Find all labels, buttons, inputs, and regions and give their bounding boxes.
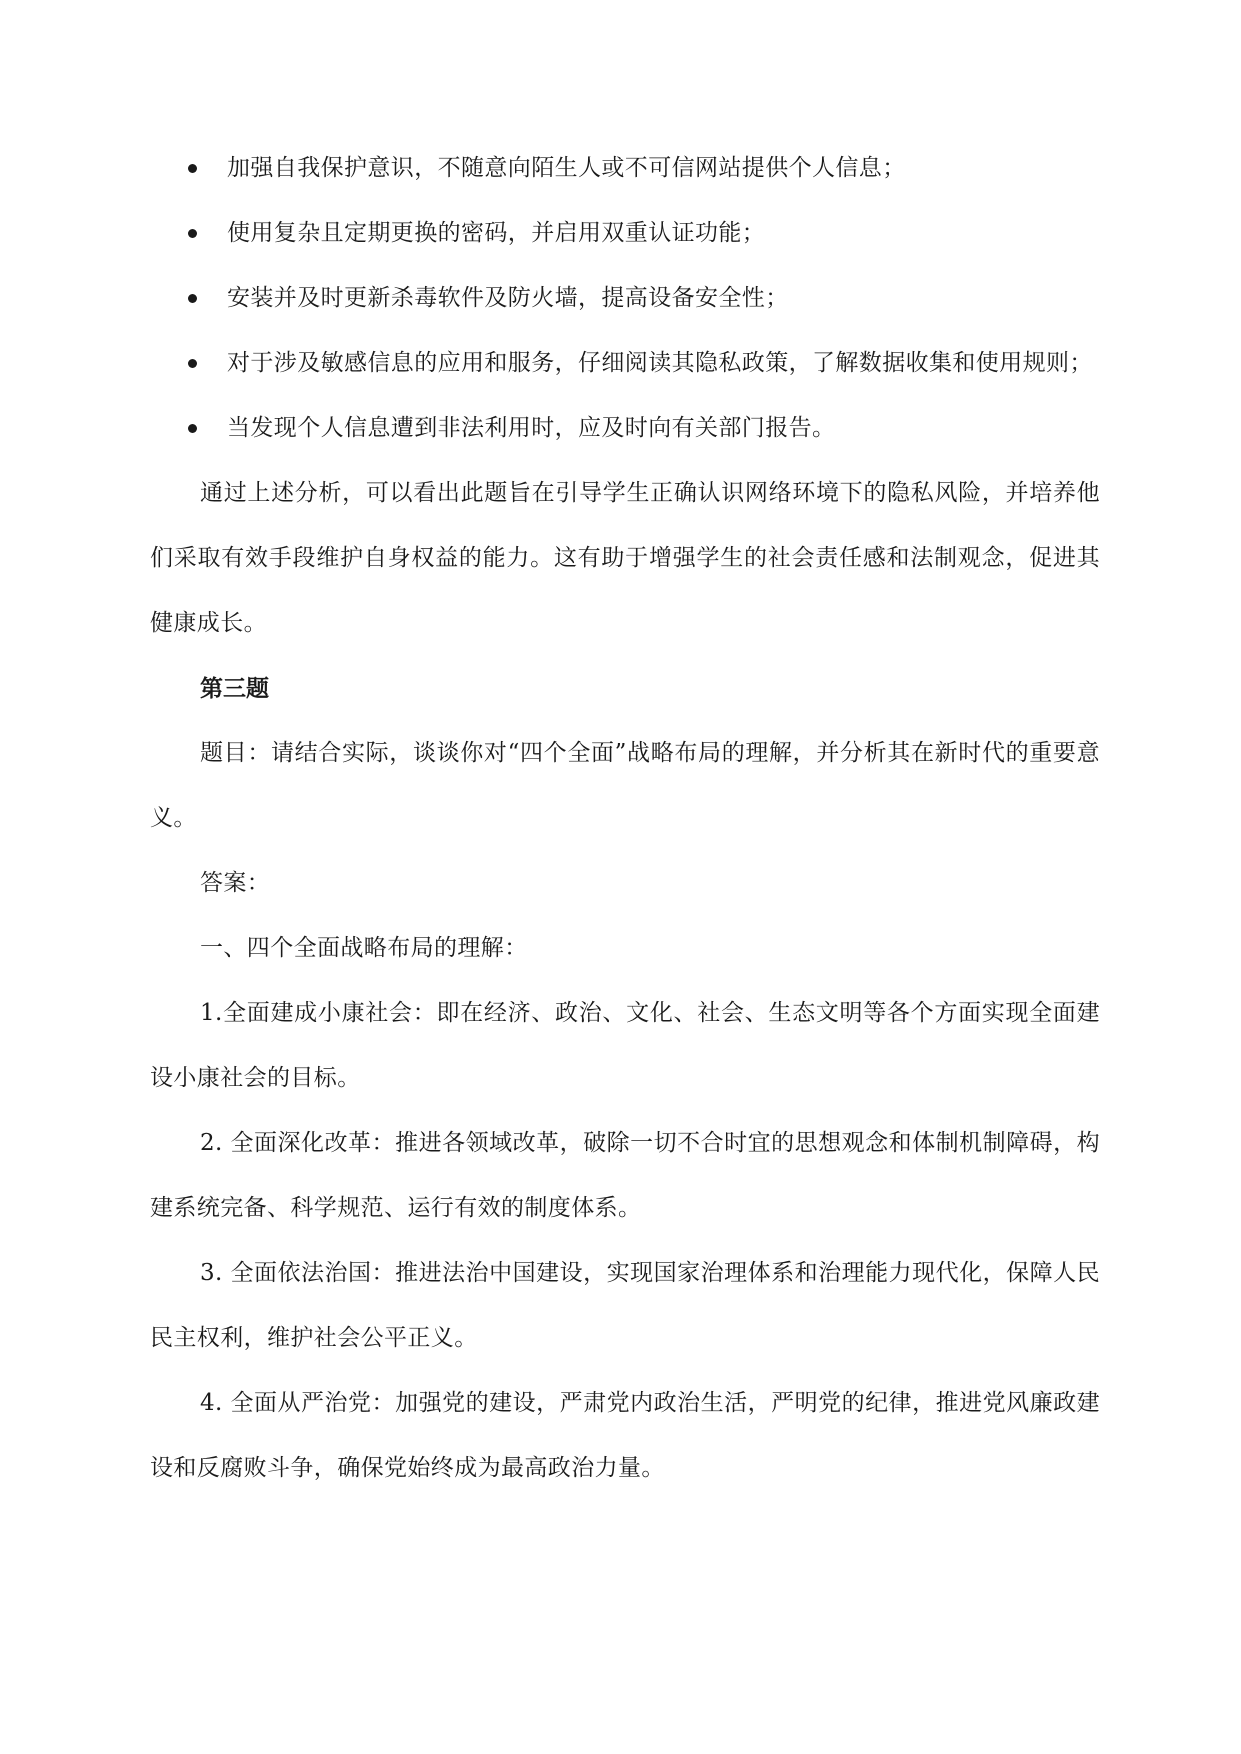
part-one-title: 一、四个全面战略布局的理解： xyxy=(200,935,528,961)
list-item xyxy=(150,396,1100,461)
point-paragraph: 3. 全面依法治国：推进法治中国建设，实现国家治理体系和治理能力现代化，保障人民民主权利，维护社会公平正义。 xyxy=(150,1260,1100,1351)
point-paragraph: 4. 全面从严治党：加强党的建设，严肃党内政治生活，严明党的纪律，推进党风廉政建设和反腐败斗争，确保党始终成为最高政治力量。 xyxy=(150,1390,1100,1481)
list-item-text: 使用复杂且定期更换的密码，并启用双重认证功能； xyxy=(227,220,766,246)
privacy-tips-list xyxy=(150,136,1100,461)
summary-paragraph: 通过上述分析，可以看出此题旨在引导学生正确认识网络环境下的隐私风险，并培养他们采取有效手段维护自身权益的能力。这有助于增强学生的社会责任感和法制观念，促进其健康成长。 xyxy=(150,480,1100,636)
list-item-text: 加强自我保护意识，不随意向陌生人或不可信网站提供个人信息； xyxy=(227,155,906,181)
bullet-icon xyxy=(188,294,197,303)
answer-label: 答案： xyxy=(200,870,271,896)
document-page xyxy=(150,136,1100,1501)
question-paragraph: 题目：请结合实际，谈谈你对“四个全面”战略布局的理解，并分析其在新时代的重要意义。 xyxy=(150,740,1100,831)
point-paragraph: 2. 全面深化改革：推进各领域改革，破除一切不合时宜的思想观念和体制机制障碍，构建系统完备、科学规范、运行有效的制度体系。 xyxy=(150,1130,1100,1221)
bullet-icon xyxy=(188,164,197,173)
list-item xyxy=(150,201,1100,266)
list-item-text: 安装并及时更新杀毒软件及防火墙，提高设备安全性； xyxy=(227,285,789,311)
list-item-text: 对于涉及敏感信息的应用和服务，仔细阅读其隐私政策，了解数据收集和使用规则； xyxy=(227,350,1093,376)
point-paragraph: 1.全面建成小康社会：即在经济、政治、文化、社会、生态文明等各个方面实现全面建设小康社会的目标。 xyxy=(150,1000,1100,1091)
section-title: 第三题 xyxy=(200,675,269,702)
bullet-icon xyxy=(188,424,197,433)
list-item xyxy=(150,266,1100,331)
list-item xyxy=(150,136,1100,201)
bullet-icon xyxy=(188,359,197,368)
list-item xyxy=(150,331,1100,396)
list-item-text: 当发现个人信息遭到非法利用时，应及时向有关部门报告。 xyxy=(227,415,836,441)
bullet-icon xyxy=(188,229,197,238)
